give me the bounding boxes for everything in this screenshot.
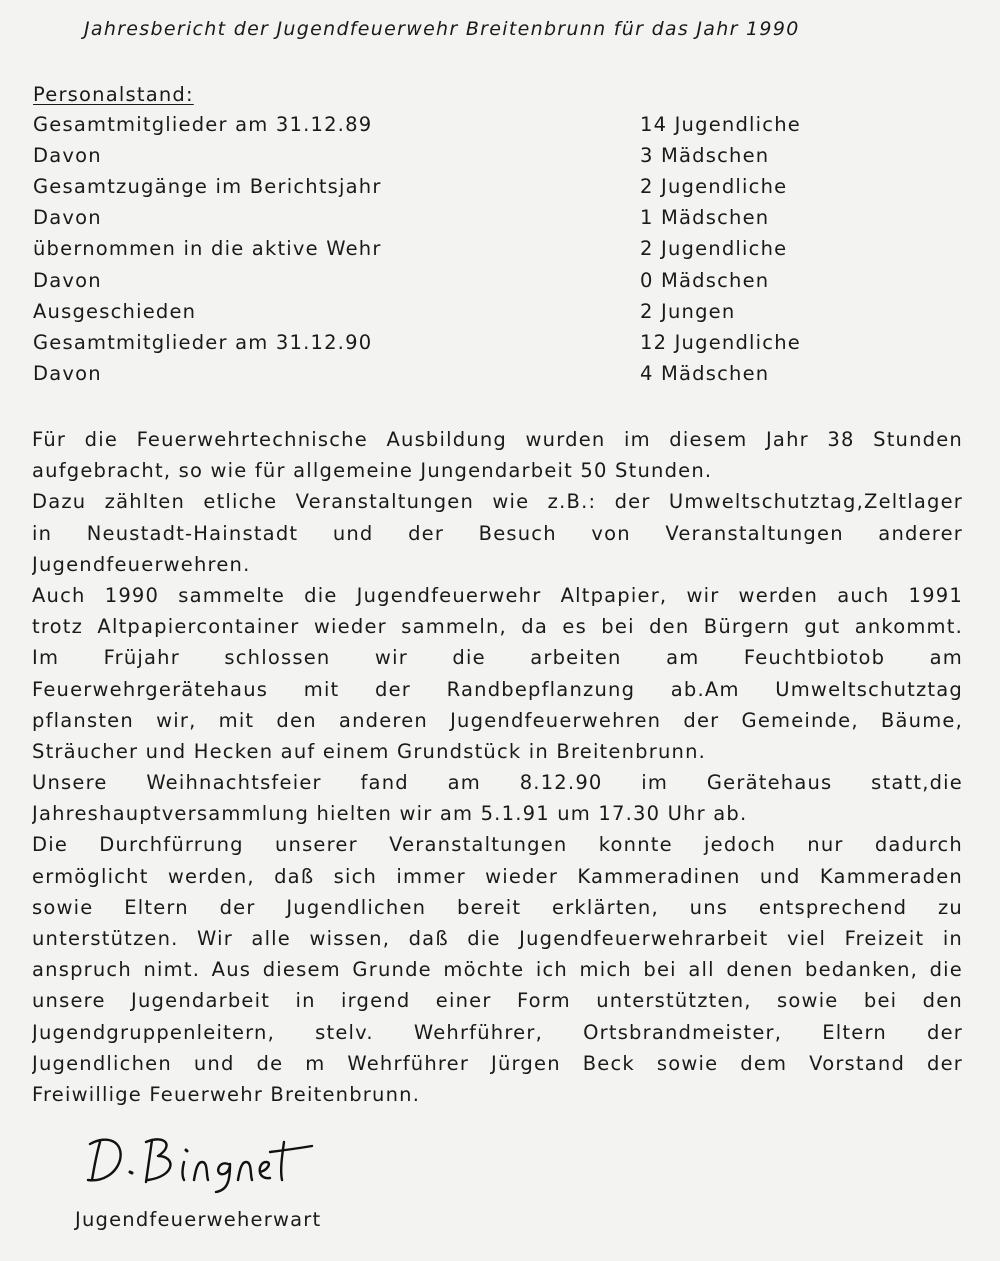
personnel-row <box>33 237 963 265</box>
personnel-label: Gesamtmitglieder am 31.12.90 <box>33 331 373 354</box>
signature-role: Jugendfeuerweherwart <box>75 1208 322 1231</box>
body-line: Feuerwehrgerätehaus mit der Randbepflanzung ab.Am Umweltschutztag <box>32 677 963 701</box>
body-line: Freiwillige Feuerwehr Breitenbrunn. <box>32 1082 421 1106</box>
report-body <box>32 424 963 1110</box>
body-line: Jugendgruppenleitern, stelv. Wehrführer, Ortsbrandmeister, Eltern der <box>32 1020 963 1044</box>
personnel-value: 2 Jungen <box>640 300 736 323</box>
personnel-row <box>33 144 963 172</box>
body-line: anspruch nimt. Aus diesem Grunde möchte ich mich bei all denen bedanken, die <box>32 958 963 982</box>
personnel-row <box>33 362 963 390</box>
handwritten-signature <box>86 1128 356 1198</box>
personnel-row <box>33 206 963 234</box>
body-line: aufgebracht, so wie für allgemeine Jungendarbeit 50 Stunden. <box>32 459 713 483</box>
personnel-label: Davon <box>33 206 102 229</box>
personnel-row <box>33 300 963 328</box>
personnel-label: Davon <box>33 144 102 167</box>
body-line: unsere Jugendarbeit in irgend einer Form unterstützten, sowie bei den <box>32 989 963 1013</box>
personnel-heading: Personalstand: <box>33 83 194 106</box>
body-line: Jahreshauptversammlung hielten wir am 5.1.91 um 17.30 Uhr ab. <box>32 802 748 826</box>
personnel-label: Davon <box>33 269 102 292</box>
body-line: trotz Altpapiercontainer wieder sammeln, da es bei den Bürgern gut ankommt. <box>32 615 963 639</box>
personnel-label: Gesamtzugänge im Berichtsjahr <box>33 175 382 198</box>
personnel-row <box>33 113 963 141</box>
body-line: Im Früjahr schlossen wir die arbeiten am Feuchtbiotob am <box>32 646 963 670</box>
body-line: Unsere Weihnachtsfeier fand am 8.12.90 im Gerätehaus statt,die <box>32 771 963 795</box>
personnel-value: 2 Jugendliche <box>640 175 788 198</box>
personnel-row <box>33 331 963 359</box>
report-title: Jahresbericht der Jugendfeuerwehr Breitenbrunn für das Jahr 1990 <box>84 18 800 40</box>
body-line: Jugendlichen und de m Wehrführer Jürgen Beck sowie dem Vorstand der <box>32 1051 963 1075</box>
body-line: in Neustadt-Hainstadt und der Besuch von Veranstaltungen anderer <box>32 521 963 545</box>
body-line: Sträucher und Hecken auf einem Grundstück in Breitenbrunn. <box>32 739 707 763</box>
body-line: Dazu zählten etliche Veranstaltungen wie z.B.: der Umweltschutztag,Zeltlager <box>32 490 963 514</box>
body-line: Jugendfeuerwehren. <box>32 552 251 576</box>
personnel-label: übernommen in die aktive Wehr <box>33 237 382 260</box>
personnel-value: 12 Jugendliche <box>640 331 801 354</box>
personnel-label: Davon <box>33 362 102 385</box>
personnel-value: 3 Mädschen <box>640 144 770 167</box>
personnel-value: 1 Mädschen <box>640 206 770 229</box>
body-line: Die Durchfürrung unserer Veranstaltungen konnte jedoch nur dadurch <box>32 833 963 857</box>
personnel-value: 4 Mädschen <box>640 362 770 385</box>
body-line: sowie Eltern der Jugendlichen bereit erklärten, uns entsprechend zu <box>32 895 963 919</box>
body-line: ermöglicht werden, daß sich immer wieder Kammeradinen und Kammeraden <box>32 864 963 888</box>
personnel-row <box>33 175 963 203</box>
body-line: unterstützen. Wir alle wissen, daß die Jugendfeuerwehrarbeit viel Freizeit in <box>32 927 963 950</box>
body-line: pflansten wir, mit den anderen Jugendfeuerwehren der Gemeinde, Bäume, <box>32 708 963 732</box>
personnel-value: 0 Mädschen <box>640 269 770 292</box>
body-line: Für die Feuerwehrtechnische Ausbildung wurden im diesem Jahr 38 Stunden <box>32 428 963 451</box>
body-line: Auch 1990 sammelte die Jugendfeuerwehr Altpapier, wir werden auch 1991 <box>32 583 963 607</box>
personnel-value: 2 Jugendliche <box>640 237 788 260</box>
personnel-value: 14 Jugendliche <box>640 113 801 136</box>
personnel-label: Ausgeschieden <box>33 300 197 323</box>
personnel-label: Gesamtmitglieder am 31.12.89 <box>33 113 373 136</box>
personnel-row <box>33 269 963 297</box>
